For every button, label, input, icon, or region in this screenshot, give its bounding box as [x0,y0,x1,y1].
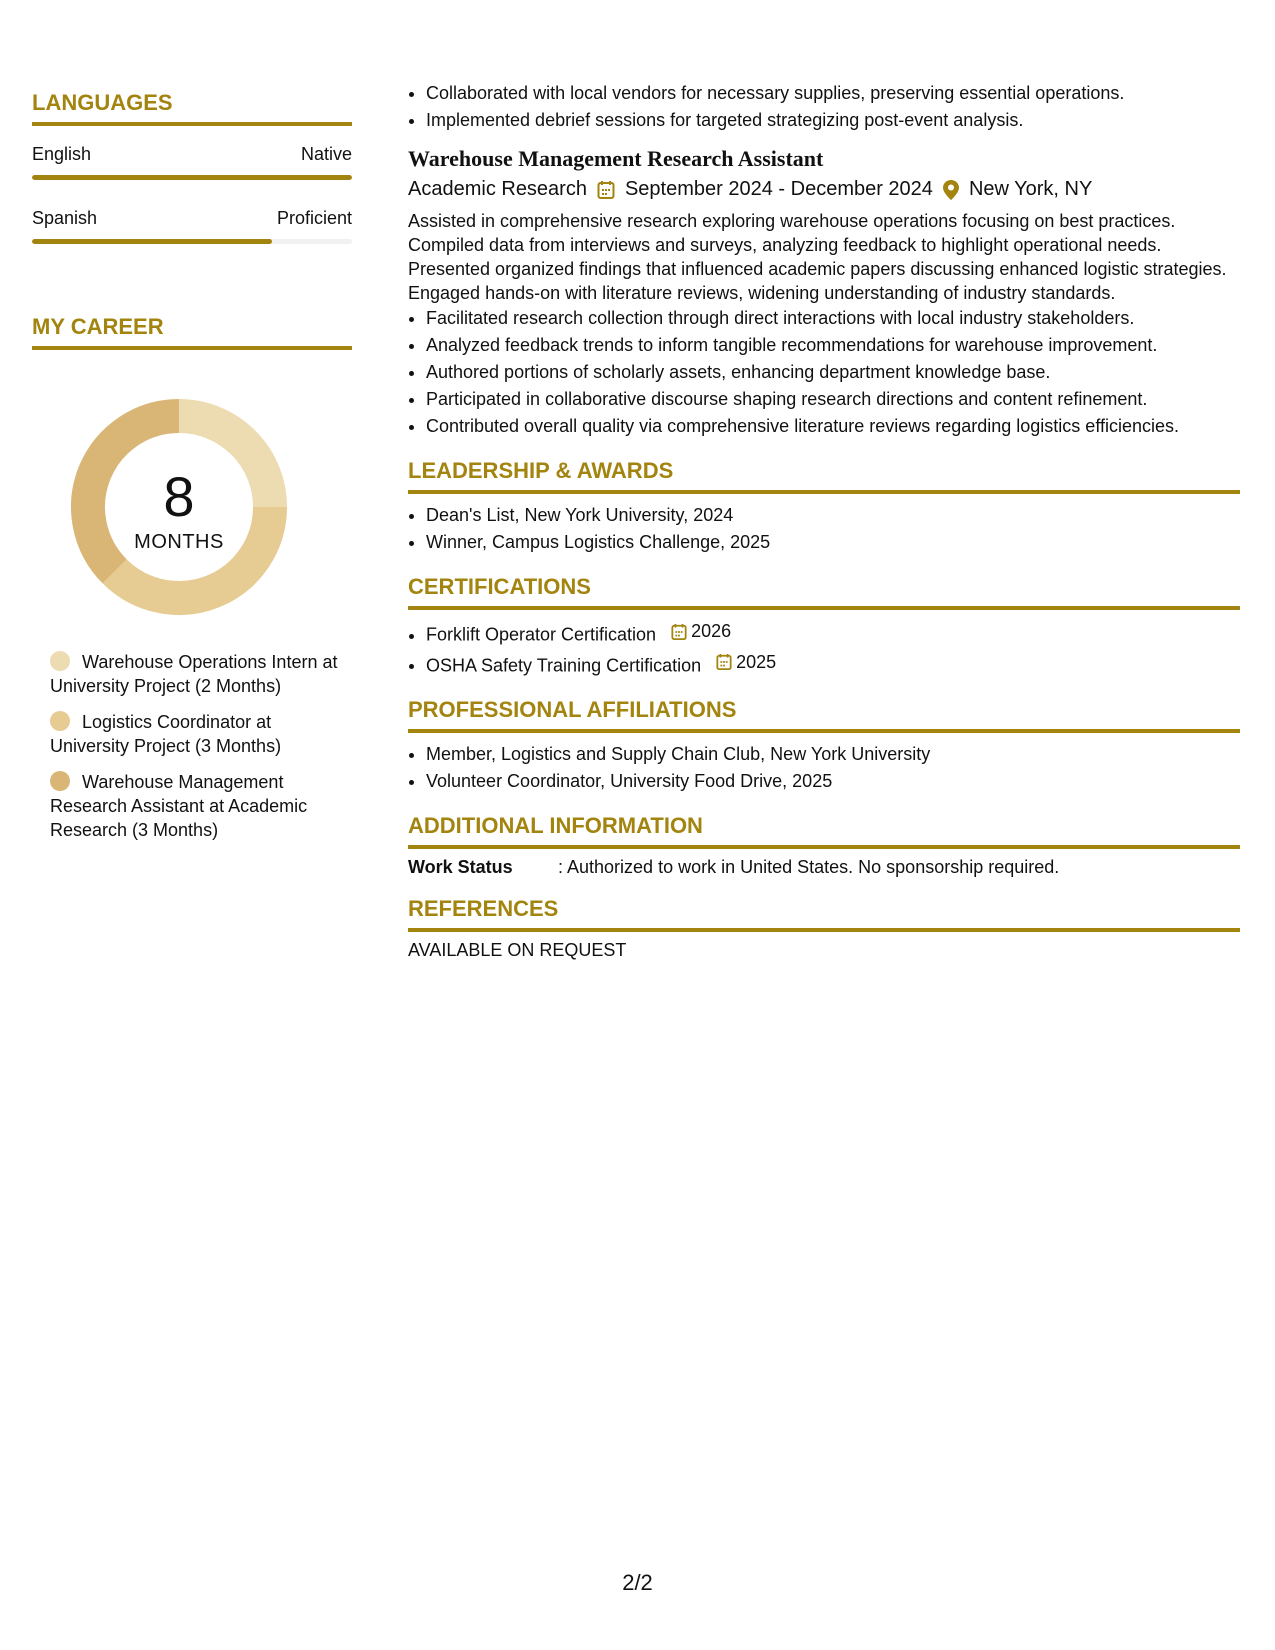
bullet-item: • Facilitated research collection through direct interactions with local industry stakeholders. [426,305,1240,332]
career-legend [50,650,340,842]
work-status-label: Work Status [408,857,513,877]
legend-dot [50,771,70,791]
legend-dot [50,711,70,731]
job-dates: September 2024 - December 2024 [624,178,933,200]
language-level: Proficient [276,208,352,228]
bullet-item: • Authored portions of scholarly assets, enhancing department knowledge base. [426,359,1240,386]
certification-year: 2026 [691,621,732,641]
certification-year: 2025 [736,651,777,672]
job-meta [408,178,1240,201]
bullet-item: • Contributed overall quality via comprehensive literature reviews regarding logistics efficiencies. [426,413,1240,440]
award-item: • Winner, Campus Logistics Challenge, 2025 [426,529,1240,556]
certifications-section [408,574,1240,679]
bullet-item: • Participated in collaborative discourse shaping research directions and content refinement. [426,386,1240,413]
affiliations-section [408,697,1240,795]
main-content [408,80,1240,961]
job-entry [408,146,1240,440]
career-heading: MY CAREER [32,314,352,350]
calendar-icon [671,623,687,641]
legend-label: Logistics Coordinator at University Project (3 Months) [50,712,282,756]
certifications-heading: CERTIFICATIONS [408,574,1240,610]
languages-heading: LANGUAGES [32,90,352,126]
award-item: • Dean's List, New York University, 2024 [426,502,1240,529]
legend-dot [50,651,70,671]
language-proficiency-fill [32,175,352,180]
certification-name: Forklift Operator Certification [426,624,657,645]
location-pin-icon [943,180,959,200]
calendar-icon [716,653,732,671]
job-company: Academic Research [408,178,587,200]
language-proficiency-bar [32,239,352,244]
legend-label: Warehouse Operations Intern at University Project (2 Months) [50,652,338,696]
language-name: Spanish [32,208,98,228]
language-level: Native [300,144,352,164]
sidebar [32,90,352,854]
work-status-row [408,857,1240,878]
bullet-item: • Implemented debrief sessions for targeted strategizing post-event analysis. [426,107,1240,134]
leadership-section [408,458,1240,556]
career-section [32,314,352,842]
job-location: New York, NY [968,178,1093,200]
language-item [32,144,352,180]
language-proficiency-fill [32,239,272,244]
references-heading: REFERENCES [408,896,1240,932]
bullet-item: • Analyzed feedback trends to inform tangible recommendations for warehouse improvement. [426,332,1240,359]
job-bullets [408,305,1240,440]
job-title: Warehouse Management Research Assistant [408,146,824,171]
previous-job-bullets [408,80,1240,134]
language-item [32,208,352,244]
work-status-value: : Authorized to work in United States. No sponsorship required. [558,857,1060,877]
bullet-item: • Collaborated with local vendors for necessary supplies, preserving essential operations. [426,80,1240,107]
references-text: AVAILABLE ON REQUEST [408,940,627,960]
additional-info-heading: ADDITIONAL INFORMATION [408,813,1240,849]
career-legend-item [50,650,340,698]
language-proficiency-bar [32,175,352,180]
language-name: English [32,144,92,164]
certification-item [426,649,1240,680]
page-number: 2/2 [622,1570,653,1595]
certification-item [426,618,1240,649]
leadership-heading: LEADERSHIP & AWARDS [408,458,1240,494]
additional-info-section [408,813,1240,878]
career-legend-item [50,770,340,842]
affiliation-item: • Member, Logistics and Supply Chain Club, New York University [426,741,1240,768]
career-total-value: 8 [163,464,195,528]
languages-section [32,90,352,244]
job-description: Assisted in comprehensive research exploring warehouse operations focusing on best practices. Compiled data from interviews and surveys, analyzing feedback to highlight operational needs. Presented organized findings that influenced academic papers discussing enhanced logistic strategies. Engaged hands-on with literature reviews, widening understanding of industry standards. [408,211,1227,303]
affiliation-item: • Volunteer Coordinator, University Food Drive, 2025 [426,768,1240,795]
career-legend-item [50,710,340,758]
references-section [408,896,1240,961]
affiliations-heading: PROFESSIONAL AFFILIATIONS [408,697,1240,733]
certification-name: OSHA Safety Training Certification [426,655,702,675]
career-total-unit: MONTHS [134,530,224,553]
legend-label: Warehouse Management Research Assistant at Academic Research (3 Months) [50,772,308,840]
career-donut-chart [64,392,294,622]
calendar-icon [597,180,615,200]
